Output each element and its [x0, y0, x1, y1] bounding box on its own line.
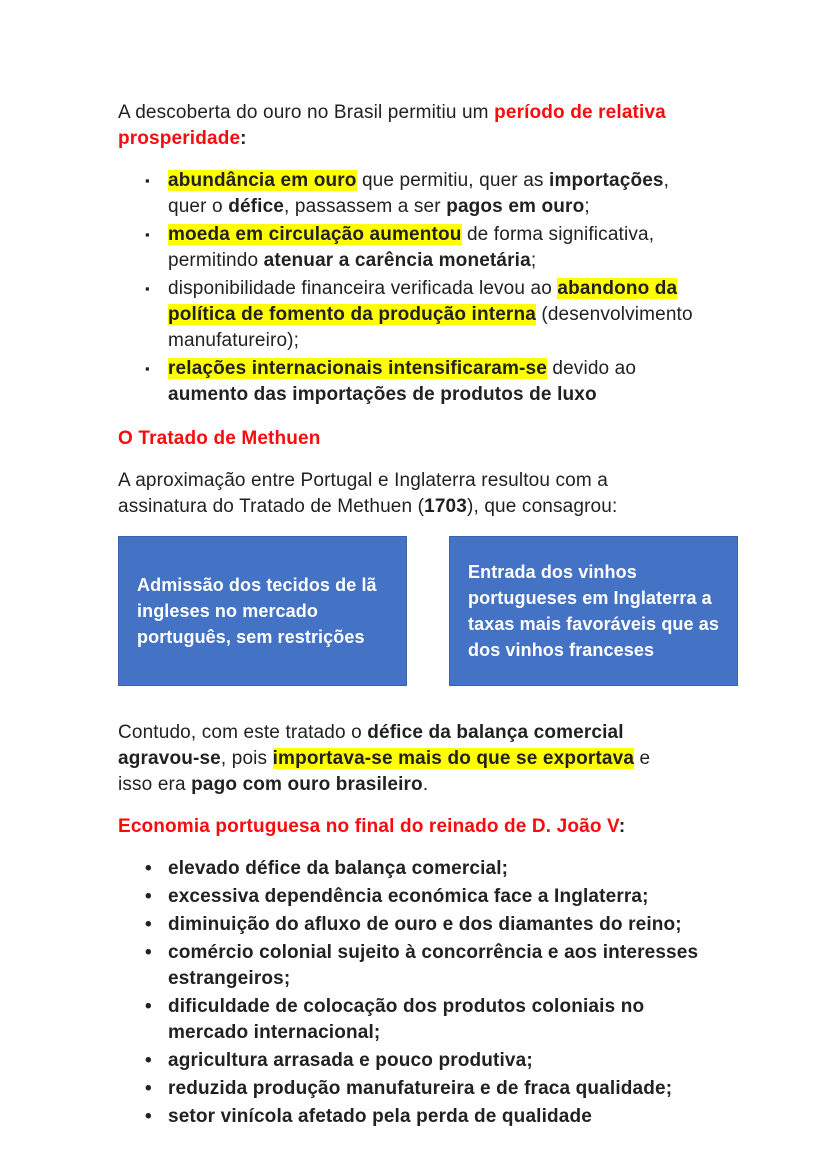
- list-item: [118, 940, 712, 992]
- text-run: pago com ouro brasileiro: [191, 774, 423, 795]
- treaty-boxes: [118, 536, 738, 686]
- text-run: , quer o: [168, 170, 670, 217]
- list-item: [118, 1048, 712, 1074]
- document-content: [118, 100, 740, 1130]
- text-run: importações: [549, 170, 664, 191]
- text-run: reduzida produção manufatureira e de fraca qualidade;: [168, 1078, 673, 1099]
- text-run: relações internacionais intensificaram-se: [168, 358, 547, 379]
- blue-box-text: Entrada dos vinhos portugueses em Inglaterra a taxas mais favoráveis que as dos vinhos franceses: [468, 562, 719, 660]
- text-run: agricultura arrasada e pouco produtiva;: [168, 1050, 533, 1071]
- text-run: ), que consagrou:: [467, 496, 618, 517]
- economy-problems-list: [118, 856, 712, 1130]
- list-item: [118, 1076, 712, 1102]
- text-run: pagos em ouro: [446, 196, 585, 217]
- text-run: diminuição do afluxo de ouro e dos diamantes do reino;: [168, 914, 682, 935]
- list-item: [118, 1104, 712, 1130]
- text-run: elevado défice da balança comercial;: [168, 858, 509, 879]
- text-run: abandono da política de fomento da produção interna: [168, 278, 678, 325]
- text-run: devido ao: [546, 358, 637, 379]
- text-run: abundância em ouro: [168, 170, 357, 191]
- text-run: A descoberta do ouro no Brasil permitiu um: [118, 102, 495, 123]
- text-run: O Tratado de Methuen: [118, 428, 321, 449]
- treaty-intro-paragraph: [118, 468, 686, 520]
- list-item: [118, 222, 712, 274]
- text-run: dificuldade de colocação dos produtos coloniais no mercado internacional;: [168, 996, 645, 1043]
- intro-paragraph: [118, 100, 686, 152]
- text-run: , passassem a ser: [284, 196, 447, 217]
- list-item: [118, 884, 712, 910]
- text-run: moeda em circulação aumentou: [168, 224, 462, 245]
- text-run: :: [240, 128, 247, 149]
- text-run: ;: [530, 250, 537, 271]
- heading-tratado-de-methuen: [118, 426, 686, 452]
- text-run: , pois: [220, 748, 273, 769]
- list-item: [118, 994, 712, 1046]
- list-item: [118, 168, 712, 220]
- text-run: ;: [584, 196, 590, 217]
- text-run: e isso era: [118, 748, 651, 795]
- text-run: de forma significativa, permitindo: [168, 224, 655, 271]
- trade-deficit-paragraph: [118, 720, 686, 798]
- text-run: (desenvolvimento manufatureiro);: [168, 304, 693, 351]
- list-item: [118, 856, 712, 882]
- text-run: excessiva dependência económica face a Inglaterra;: [168, 886, 649, 907]
- text-run: setor vinícola afetado pela perda de qualidade: [168, 1106, 592, 1127]
- treaty-box-left: [118, 536, 407, 686]
- text-run: 1703: [424, 496, 467, 517]
- text-run: importava-se mais do que se exportava: [272, 748, 635, 769]
- text-run: défice: [228, 196, 285, 217]
- list-item: [118, 356, 712, 408]
- gold-prosperity-list: [118, 168, 712, 408]
- text-run: aumento das importações de produtos de luxo: [168, 384, 597, 405]
- text-run: que permitiu, quer as: [356, 170, 550, 191]
- text-run: A aproximação entre Portugal e Inglaterra resultou com a assinatura do Tratado de Methuen (: [118, 470, 608, 517]
- text-run: Economia portuguesa no final do reinado de D. João V: [118, 816, 619, 837]
- list-item: [118, 912, 712, 938]
- text-run: período de relativa prosperidade: [118, 102, 666, 149]
- text-run: :: [618, 816, 626, 837]
- text-run: Contudo, com este tratado o: [118, 722, 368, 743]
- text-run: .: [422, 774, 429, 795]
- heading-economia-final-djoao-v: [118, 814, 686, 840]
- text-run: atenuar a carência monetária: [263, 250, 531, 271]
- treaty-box-right: [449, 536, 738, 686]
- text-run: défice da balança comercial agravou-se: [118, 722, 624, 769]
- text-run: disponibilidade financeira verificada levou ao: [168, 278, 558, 299]
- blue-box-text: Admissão dos tecidos de lã ingleses no mercado português, sem restrições: [137, 575, 377, 647]
- text-run: comércio colonial sujeito à concorrência e aos interesses estrangeiros;: [168, 942, 699, 989]
- list-item: [118, 276, 712, 354]
